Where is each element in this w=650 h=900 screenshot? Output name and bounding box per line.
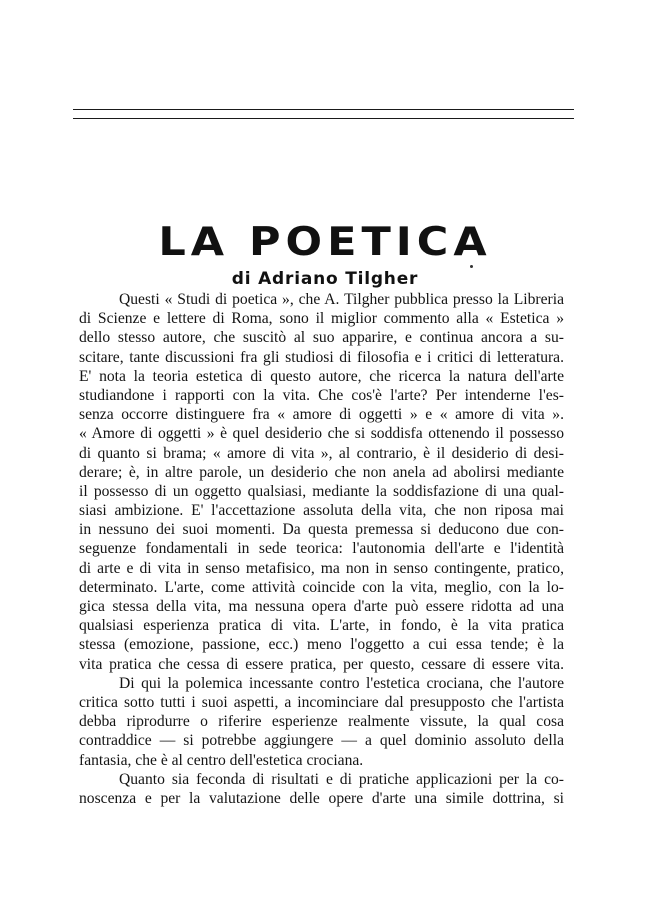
text-line: Quanto sia feconda di risultati e di pratiche applicazioni per la co- <box>119 770 564 788</box>
text-line: gica stessa della vita, ma nessuna opera d'arte può essere ridotta ad una <box>79 598 564 615</box>
header-rule-top <box>73 109 574 110</box>
text-line: fantasia, che è al centro dell'estetica crociana. <box>79 751 364 769</box>
text-line: E' nota la teoria estetica di questo autore, che ricerca la natura dell'arte <box>79 367 564 385</box>
header-rule-bottom <box>73 118 574 119</box>
text-line: scitare, tante discussioni fra gli studiosi di filosofia e i critici di letteratura. <box>79 348 564 366</box>
text-line: debba riprodurre o riferire esperienze realmente vissute, la qual cosa <box>79 713 564 731</box>
text-line: contraddice — si potrebbe aggiungere — a quel dominio assoluto della <box>79 732 564 750</box>
text-line: Di qui la polemica incessante contro l'estetica crociana, che l'autore <box>119 674 564 692</box>
text-line: Questi « Studi di poetica », che A. Tilgher pubblica presso la Libreria <box>119 291 564 308</box>
text-line: siasi ambizione. E' l'accettazione assoluta della vita, che non riposa mai <box>79 502 564 520</box>
text-line: critica sotto tutti i suoi aspetti, a incominciare dal presupposto che l'artista <box>79 693 564 711</box>
text-line: determinato. L'arte, come attività coincide con la vita, meglio, con la lo- <box>79 578 564 596</box>
article-title: LA POETICA <box>158 219 492 265</box>
article-body <box>79 290 564 808</box>
text-line: di Scienze e lettere di Roma, sono il miglior commento alla « Estetica » <box>79 310 564 328</box>
text-line: il possesso di un oggetto qualsiasi, mediante la soddisfazione di una qual- <box>79 482 564 500</box>
text-line: di arte e di vita in senso metafisico, ma non in senso contingente, pratico, <box>79 559 564 577</box>
text-line: stessa (emozione, passione, ecc.) meno l'oggetto a cui essa tende; è la <box>79 636 564 654</box>
text-line: seguenze fondamentali in sede teorica: l'autonomia dell'arte e l'identità <box>79 540 564 558</box>
text-line: di quanto si brama; « amore di vita », al contrario, è il desiderio di desi- <box>79 444 564 462</box>
text-line: noscenza e per la valutazione delle opere d'arte una simile dottrina, si <box>79 789 564 807</box>
text-line: qualsiasi esperienza pratica di vita. L'arte, in fondo, è la vita pratica <box>79 617 564 635</box>
text-line: vita pratica che cessa di essere pratica, per questo, cessare di essere vita. <box>79 655 564 673</box>
text-line: in nessuno dei suoi momenti. Da questa premessa si deducono due con- <box>79 521 564 539</box>
text-line: dello stesso autore, che suscitò al suo apparire, e continua ancora a su- <box>79 329 564 347</box>
article-byline: di Adriano Tilgher <box>231 269 419 289</box>
text-line: derare; è, in altre parole, un desiderio che non anela ad abolirsi mediante <box>79 463 564 481</box>
text-line: senza occorre distinguere fra « amore di oggetti » e « amore di vita ». <box>79 406 564 424</box>
text-line: studiandone i rapporti con la vita. Che cos'è l'arte? Per intenderne l'es- <box>79 386 564 404</box>
text-line: « Amore di oggetti » è quel desiderio che si soddisfa ottenendo il possesso <box>79 425 564 443</box>
